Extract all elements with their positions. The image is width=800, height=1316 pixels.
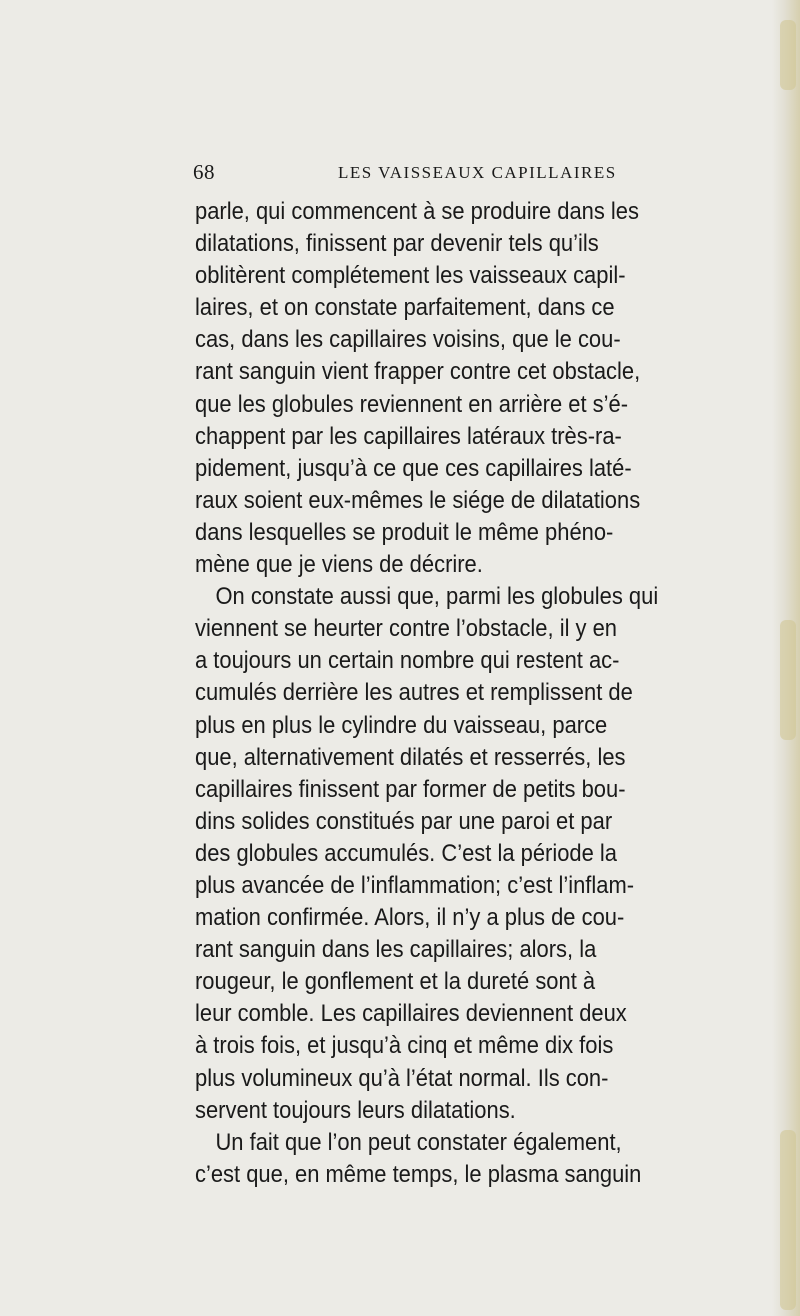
text-line: rant sanguin dans les capillaires; alors, la <box>195 937 597 964</box>
text-line: des globules accumulés. C’est la période la <box>195 840 618 867</box>
text-line: Un fait que l’on peut constater également, <box>215 1129 622 1156</box>
page-header <box>193 160 753 184</box>
text-line: servent toujours leurs dilatations. <box>195 1097 516 1124</box>
text-line: que, alternativement dilatés et resserrés, les <box>195 744 626 771</box>
text-line: plus en plus le cylindre du vaisseau, parce <box>195 712 608 739</box>
text-line: parle, qui commencent à se produire dans les <box>195 199 639 225</box>
text-line: mène que je viens de décrire. <box>195 552 483 579</box>
text-line: dins solides constitués par une paroi et par <box>195 808 613 835</box>
body-text <box>195 196 755 1191</box>
text-line: cumulés derrière les autres et remplissent de <box>195 680 633 707</box>
text-line: c’est que, en même temps, le plasma sanguin <box>195 1161 642 1188</box>
page-edge-stain <box>772 0 800 1316</box>
text-line: dans lesquelles se produit le même phéno- <box>195 519 614 546</box>
text-line: laires, et on constate parfaitement, dans ce <box>195 295 615 322</box>
text-line: dilatations, finissent par devenir tels qu’ils <box>195 231 599 258</box>
running-head: LES VAISSEAUX CAPILLAIRES <box>338 163 617 182</box>
text-line: rant sanguin vient frapper contre cet obstacle, <box>195 359 641 386</box>
text-line: oblitèrent complétement les vaisseaux capil- <box>195 263 626 290</box>
text-line: leur comble. Les capillaires deviennent deux <box>195 1001 627 1028</box>
text-line: cas, dans les capillaires voisins, que le cou- <box>195 327 621 354</box>
text-line: raux soient eux-mêmes le siége de dilatations <box>195 487 641 514</box>
text-line: que les globules reviennent en arrière et s’é- <box>195 391 629 418</box>
text-line: mation confirmée. Alors, il n’y a plus de cou- <box>195 905 625 932</box>
page-number: 68 <box>193 160 215 184</box>
text-line: à trois fois, et jusqu’à cinq et même dix fois <box>195 1033 614 1060</box>
text-line: plus volumineux qu’à l’état normal. Ils con- <box>195 1065 609 1092</box>
text-line: viennent se heurter contre l’obstacle, il y en <box>195 616 618 643</box>
text-line: chappent par les capillaires latéraux très-ra- <box>195 423 622 450</box>
text-line: On constate aussi que, parmi les globules qui <box>215 584 659 611</box>
text-line: capillaires finissent par former de petits bou- <box>195 776 626 803</box>
text-line: plus avancée de l’inflammation; c’est l’inflam- <box>195 872 635 899</box>
text-line: pidement, jusqu’à ce que ces capillaires laté- <box>195 455 632 482</box>
text-line: rougeur, le gonflement et la dureté sont à <box>195 969 596 996</box>
text-line: a toujours un certain nombre qui restent ac- <box>195 648 620 675</box>
